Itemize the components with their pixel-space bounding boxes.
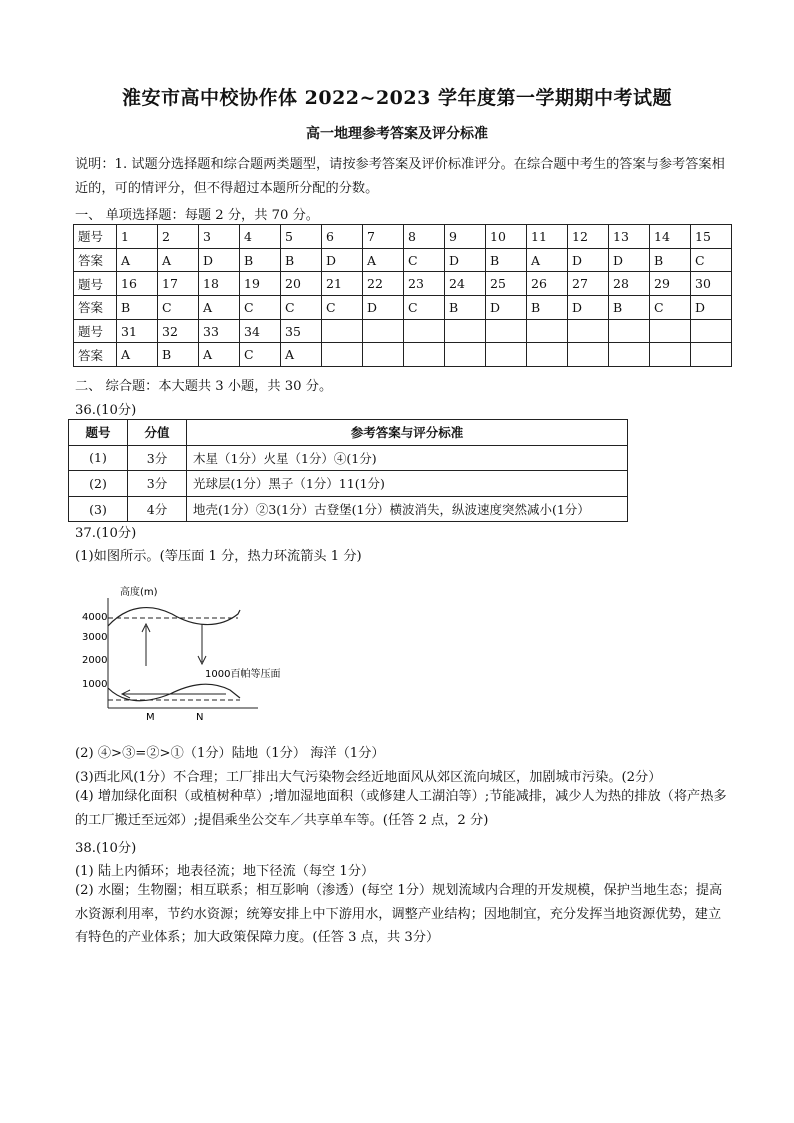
table-cell: C (240, 296, 281, 320)
table-cell: B (445, 296, 486, 320)
q37-part2: (2) ④>③=②>①（1分）陆地（1分） 海洋（1分） (75, 746, 385, 761)
table-cell: C (322, 296, 363, 320)
table-cell: 13 (609, 225, 650, 249)
q36-row1-score: 3分 (128, 445, 187, 471)
table-cell: B (609, 296, 650, 320)
table-cell: C (240, 343, 281, 367)
q36-row1-answer: 木星（1分）火星（1分）④(1分) (187, 445, 628, 471)
table-row (74, 296, 732, 320)
table-cell (650, 343, 691, 367)
table-cell: D (609, 248, 650, 272)
q37-heading: 37.(10分) (75, 526, 137, 541)
q36-row1-num: (1) (69, 445, 128, 471)
row-label: 答案 (74, 343, 117, 367)
table-cell: B (486, 248, 527, 272)
table-cell: 31 (117, 319, 158, 343)
q37-part3: (3)西北风(1分）不合理；工厂排出大气污染物会经近地面风从郊区流向城区，加剧城市污染。(2分） (75, 770, 662, 785)
table-cell: 18 (199, 272, 240, 296)
table-cell: 3 (199, 225, 240, 249)
lower-curved-isobar (108, 684, 240, 701)
q38-part2: (2) 水圈；生物圈；相互联系；相互影响（渗透）(每空 1分）规划流域内合理的开发规模，保护当地生态；提高水资源利用率，节约水资源；统筹安排上中下游用水，调整产业结构；因地制宜，充分发挥当地资源优势，建立有特色的产业体系；加大政策保障力度。(任答 3 点，共 3分） (75, 883, 723, 945)
table-cell: B (158, 343, 199, 367)
isobar-label: 1000百帕等压面 (205, 669, 281, 680)
ytick-2000: 2000 (82, 655, 108, 666)
table-cell: 12 (568, 225, 609, 249)
table-cell: D (691, 296, 732, 320)
table-cell: C (158, 296, 199, 320)
table-cell: 11 (527, 225, 568, 249)
q37-part1: (1)如图所示。(等压面 1 分，热力环流箭头 1 分) (75, 549, 362, 564)
table-cell (568, 343, 609, 367)
xlabel-n: N (196, 712, 204, 723)
table-row (74, 343, 732, 367)
instructions-note: 说明：1. 试题分选择题和综合题两类题型，请按参考答案及评价标准评分。在综合题中考生的答案与参考答案相近的，可的情评分，但不得超过本题所分配的分数。 (75, 157, 725, 196)
q36-score-table (68, 419, 628, 522)
table-cell (486, 319, 527, 343)
table-row (74, 225, 732, 249)
q38-part1: (1) 陆上内循环；地表径流；地下径流（每空 1分） (75, 864, 375, 879)
table-cell: C (691, 248, 732, 272)
table-cell (609, 319, 650, 343)
table-cell: C (404, 248, 445, 272)
table-cell: 10 (486, 225, 527, 249)
table-cell: A (527, 248, 568, 272)
table-cell: 35 (281, 319, 322, 343)
row-label: 答案 (74, 296, 117, 320)
q36-header-num: 题号 (69, 420, 128, 446)
ytick-4000: 4000 (82, 612, 108, 623)
ytick-1000: 1000 (82, 679, 108, 690)
table-cell: 20 (281, 272, 322, 296)
table-cell (445, 319, 486, 343)
table-cell: 4 (240, 225, 281, 249)
table-row (69, 445, 628, 471)
table-cell: 32 (158, 319, 199, 343)
q36-header-row (69, 420, 628, 446)
table-cell: D (568, 296, 609, 320)
table-cell: A (158, 248, 199, 272)
table-row (74, 272, 732, 296)
row-label: 答案 (74, 248, 117, 272)
q37-part4: (4) 增加绿化面积（或植树种草）;增加湿地面积（或修建人工湖泊等）;节能减排，减少人为热的排放（将产热多的工厂搬迁至远郊）;提倡乘坐公交车／共享单车等。(任答 2 点，2 分) (75, 789, 727, 828)
table-cell: D (486, 296, 527, 320)
row-label: 题号 (74, 272, 117, 296)
figure-ylabel: 高度(m) (120, 587, 158, 598)
q36-header-answer: 参考答案与评分标准 (187, 420, 628, 446)
q36-row3-num: (3) (69, 496, 128, 522)
choice-answer-table (73, 224, 732, 367)
table-cell (404, 343, 445, 367)
table-cell: D (199, 248, 240, 272)
table-cell: 29 (650, 272, 691, 296)
q36-row3-score: 4分 (128, 496, 187, 522)
table-cell: 19 (240, 272, 281, 296)
table-cell: 9 (445, 225, 486, 249)
table-cell: A (199, 343, 240, 367)
table-cell: 21 (322, 272, 363, 296)
thermal-circulation-diagram (80, 580, 281, 730)
table-cell: A (199, 296, 240, 320)
table-cell: A (281, 343, 322, 367)
table-cell (363, 319, 404, 343)
table-cell (609, 343, 650, 367)
table-row (74, 248, 732, 272)
table-cell: B (281, 248, 322, 272)
table-cell (691, 343, 732, 367)
row-label: 题号 (74, 225, 117, 249)
table-cell: 14 (650, 225, 691, 249)
table-cell (363, 343, 404, 367)
table-cell: 25 (486, 272, 527, 296)
table-cell: 30 (691, 272, 732, 296)
table-cell: 23 (404, 272, 445, 296)
table-row (69, 471, 628, 497)
table-cell: A (117, 248, 158, 272)
table-cell (691, 319, 732, 343)
page-subtitle: 高一地理参考答案及评分标准 (306, 126, 488, 142)
row-label: 题号 (74, 319, 117, 343)
table-cell: 24 (445, 272, 486, 296)
section2-heading: 二、 综合题：本大题共 3 小题，共 30 分。 (75, 379, 333, 394)
ytick-3000: 3000 (82, 632, 108, 643)
table-row (74, 319, 732, 343)
table-cell: B (117, 296, 158, 320)
q36-heading: 36.(10分) (75, 403, 137, 418)
table-cell (445, 343, 486, 367)
table-cell: B (240, 248, 281, 272)
table-cell: D (322, 248, 363, 272)
table-cell: 33 (199, 319, 240, 343)
table-cell: D (445, 248, 486, 272)
table-cell (486, 343, 527, 367)
table-cell (527, 343, 568, 367)
q36-row3-answer: 地壳(1分）②3(1分）古登堡(1分）横波消失，纵波速度突然减小(1分） (187, 496, 628, 522)
table-cell (568, 319, 609, 343)
q36-header-score: 分值 (128, 420, 187, 446)
table-cell: C (650, 296, 691, 320)
table-cell: 1 (117, 225, 158, 249)
table-cell: 22 (363, 272, 404, 296)
table-cell: 7 (363, 225, 404, 249)
q36-row2-answer: 光球层(1分）黑子（1分）11(1分) (187, 471, 628, 497)
table-cell: A (363, 248, 404, 272)
table-cell: 16 (117, 272, 158, 296)
q36-row2-num: (2) (69, 471, 128, 497)
table-cell (650, 319, 691, 343)
table-cell (527, 319, 568, 343)
table-cell: 2 (158, 225, 199, 249)
q38-heading: 38.(10分) (75, 841, 137, 856)
table-cell: C (281, 296, 322, 320)
page-title: 淮安市高中校协作体 2022~2023 学年度第一学期期中考试题 (122, 87, 672, 109)
table-cell (322, 343, 363, 367)
table-cell: 6 (322, 225, 363, 249)
table-cell (404, 319, 445, 343)
table-cell: 15 (691, 225, 732, 249)
table-cell: A (117, 343, 158, 367)
upper-curved-isobar (108, 608, 240, 626)
table-cell: 5 (281, 225, 322, 249)
xlabel-m: M (146, 712, 155, 723)
table-cell: D (363, 296, 404, 320)
table-cell: D (568, 248, 609, 272)
table-cell: C (404, 296, 445, 320)
table-cell: 17 (158, 272, 199, 296)
q36-row2-score: 3分 (128, 471, 187, 497)
table-cell: 27 (568, 272, 609, 296)
table-cell: B (650, 248, 691, 272)
table-cell: 28 (609, 272, 650, 296)
table-row (69, 496, 628, 522)
table-cell (322, 319, 363, 343)
table-cell: 34 (240, 319, 281, 343)
table-cell: 8 (404, 225, 445, 249)
section1-heading: 一、 单项选择题：每题 2 分，共 70 分。 (75, 208, 319, 223)
table-cell: B (527, 296, 568, 320)
table-cell: 26 (527, 272, 568, 296)
